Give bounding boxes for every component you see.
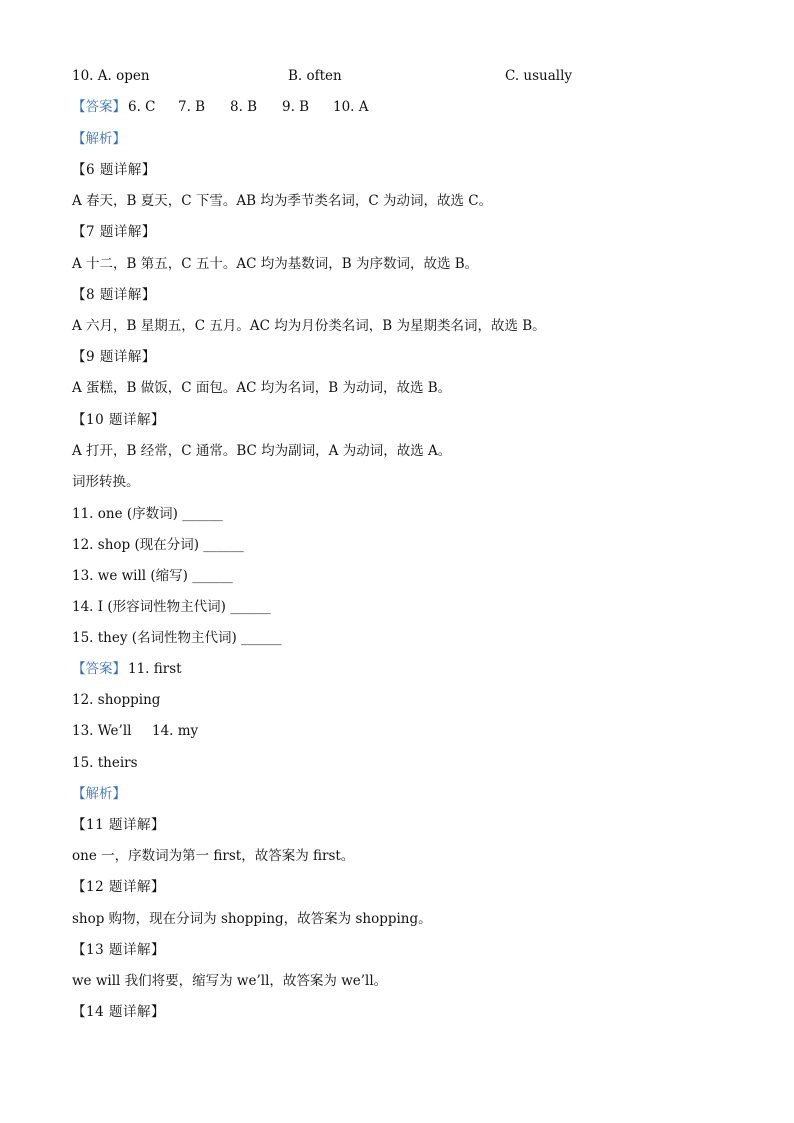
q10-option-b: B. often xyxy=(288,68,342,84)
detail-heading-13: 【13 题详解】 xyxy=(72,942,165,958)
analysis-label: 【解析】 xyxy=(72,131,126,147)
answer-6: 6. C xyxy=(128,99,156,115)
question-13: 13. we will (缩写) ______ xyxy=(72,568,233,584)
detail-text-10: A 打开，B 经常，C 通常。BC 均为副词，A 为动词，故选 A。 xyxy=(72,443,452,459)
detail-heading-7: 【7 题详解】 xyxy=(72,224,156,240)
detail-text-12: shop 购物，现在分词为 shopping，故答案为 shopping。 xyxy=(72,911,432,927)
question-15: 15. they (名词性物主代词) ______ xyxy=(72,630,282,646)
answer-14: 14. my xyxy=(152,723,199,739)
detail-text-13: we will 我们将要，缩写为 we’ll，故答案为 we’ll。 xyxy=(72,973,388,989)
detail-heading-8: 【8 题详解】 xyxy=(72,287,156,303)
detail-heading-12: 【12 题详解】 xyxy=(72,879,165,895)
detail-text-11: one 一，序数词为第一 first，故答案为 first。 xyxy=(72,848,355,864)
answer-tag: 【答案】 xyxy=(72,661,126,677)
detail-text-9: A 蛋糕，B 做饭，C 面包。AC 均为名词，B 为动词，故选 B。 xyxy=(72,380,452,396)
question-12: 12. shop (现在分词) ______ xyxy=(72,537,244,553)
detail-text-6: A 春天，B 夏天，C 下雪。AB 均为季节类名词，C 为动词，故选 C。 xyxy=(72,193,493,209)
q10-option-c: C. usually xyxy=(505,68,573,84)
answer-12: 12. shopping xyxy=(72,692,161,708)
detail-text-8: A 六月，B 星期五，C 五月。AC 均为月份类名词，B 为星期类名词，故选 B。 xyxy=(72,318,546,334)
detail-heading-11: 【11 题详解】 xyxy=(72,817,165,833)
answer-8: 8. B xyxy=(230,99,258,115)
detail-heading-6: 【6 题详解】 xyxy=(72,162,156,178)
question-14: 14. I (形容词性物主代词) ______ xyxy=(72,599,271,615)
answer-tag: 【答案】 xyxy=(72,99,126,115)
detail-heading-14: 【14 题详解】 xyxy=(72,1004,165,1020)
answer-7: 7. B xyxy=(178,99,206,115)
q10-option-a: 10. A. open xyxy=(72,68,150,84)
answer-9: 9. B xyxy=(282,99,310,115)
detail-heading-10: 【10 题详解】 xyxy=(72,412,165,428)
detail-heading-9: 【9 题详解】 xyxy=(72,349,156,365)
answer-10: 10. A xyxy=(333,99,369,115)
analysis-label: 【解析】 xyxy=(72,786,126,802)
detail-text-7: A 十二，B 第五，C 五十。AC 均为基数词，B 为序数词，故选 B。 xyxy=(72,256,479,272)
answer-15: 15. theirs xyxy=(72,755,138,771)
section-title: 词形转换。 xyxy=(72,474,140,490)
answer-11: 11. first xyxy=(128,661,182,677)
question-11: 11. one (序数词) ______ xyxy=(72,506,223,522)
answer-13: 13. We’ll xyxy=(72,723,132,739)
